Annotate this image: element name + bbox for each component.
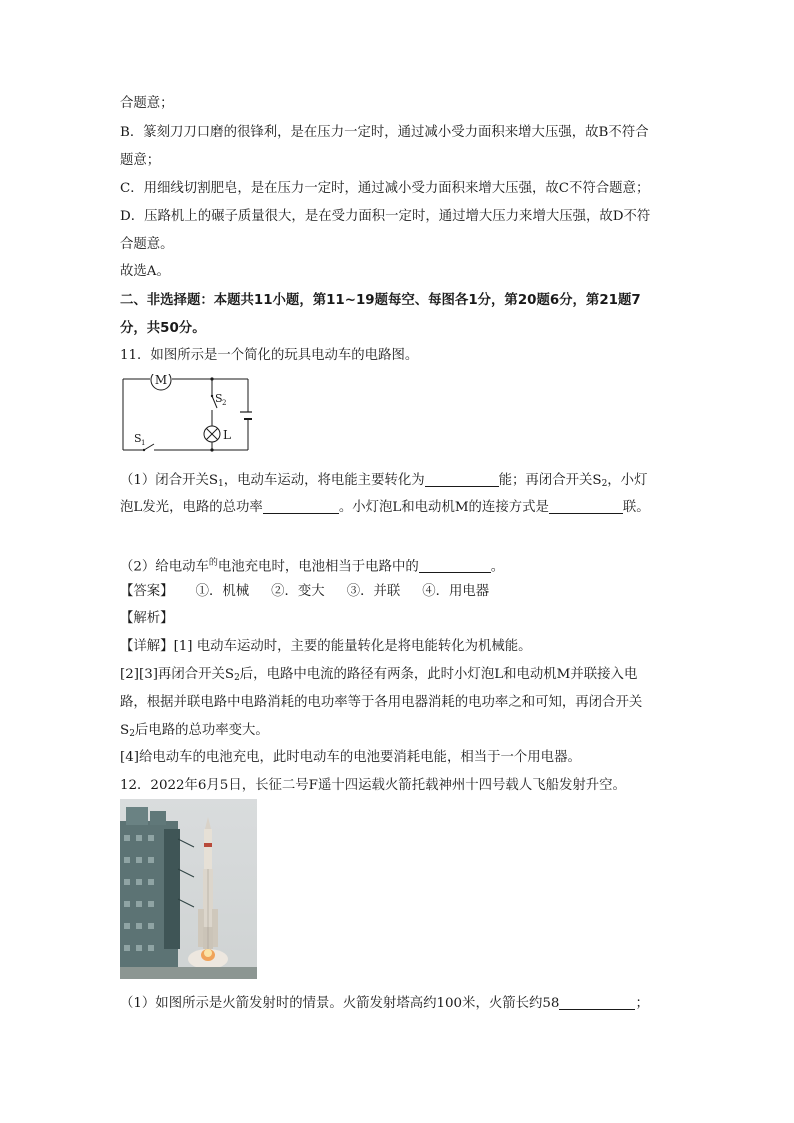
circuit-diagram — [120, 374, 252, 454]
answer-blank[interactable] — [425, 472, 499, 487]
detail-line-1: 【详解】[1] 电动车运动时，主要的能量转化是将电能转化为机械能。 — [120, 639, 532, 654]
analysis-label: 【解析】 — [120, 611, 174, 626]
text-line: 题意； — [120, 153, 161, 168]
text-line: C．用细线切割肥皂，是在压力一定时，通过减小受力面积来增大压强，故C不符合题意； — [120, 181, 650, 196]
question-12-part-1: （1）如图所示是火箭发射时的情景。火箭发射塔高约100米，火箭长约58 ； — [120, 996, 649, 1011]
junction-dot — [210, 448, 213, 451]
question-12: 12．2022年6月5日，长征二号F遥十四运载火箭托载神州十四号载人飞船发射升空。 — [120, 778, 626, 793]
detail-line-4: $S_2$后电路的总功率变大。 — [120, 723, 269, 739]
switch2-label: S — [215, 392, 223, 405]
section-heading: 二、非选择题：本题共11小题，第11~19题每空、每图各1分，第20题6分，第21题7 — [120, 293, 641, 308]
switch1-label: S — [134, 432, 142, 445]
question-11-part-2: （2）给电动车$^的$电池充电时，电池相当于电路中的 。 — [120, 558, 505, 575]
question-11: 11．如图所示是一个简化的玩具电动车的电路图。 — [120, 348, 419, 363]
text-line: D．压路机上的碾子质量很大，是在受力面积一定时，通过增大压力来增大压强，故D不符 — [120, 209, 651, 224]
switch2-sub: 2 — [222, 399, 227, 407]
answer-blank[interactable] — [419, 558, 491, 573]
switch1-sub: 1 — [141, 439, 146, 447]
text-line: B．篆刻刀刀口磨的很锋利，是在压力一定时，通过减小受力面积来增大压强，故B不符合 — [120, 125, 649, 140]
answer-line: 【答案】 ①．机械 ②．变大 ③．并联 ④．用电器 — [120, 584, 490, 599]
detail-line-2: [2][3]再闭合开关$S_2$后，电路中电流的路径有两条，此时小灯泡L和电动机M并联接入电 — [120, 667, 638, 683]
detail-line-3: 路，根据并联电路中电路消耗的电功率等于各用电器消耗的电功率之和可知，再闭合开关 — [120, 695, 643, 710]
question-11-part-1a: （1）闭合开关$S_1$，电动车运动，将电能主要转化为 能；再闭合开关$S_2$，小灯 — [120, 473, 648, 489]
question-11-part-1b: 泡L发光，电路的总功率 。小灯泡L和电动机M的连接方式是 联。 — [120, 500, 650, 515]
text-line: 合题意。 — [120, 237, 174, 252]
answer-blank[interactable] — [263, 499, 339, 514]
section-heading: 分，共50分。 — [120, 321, 206, 336]
motor-label: M — [154, 374, 168, 387]
rocket-launch-photo — [120, 799, 257, 979]
answer-blank[interactable] — [559, 995, 635, 1010]
detail-line-5: [4]给电动车的电池充电，此时电动车的电池要消耗电能，相当于一个用电器。 — [120, 750, 581, 765]
text-line: 合题意； — [120, 96, 174, 111]
junction-dot — [210, 377, 213, 380]
lamp-label: L — [223, 428, 231, 442]
answer-blank[interactable] — [549, 499, 623, 514]
text-line: 故选A。 — [120, 264, 170, 279]
